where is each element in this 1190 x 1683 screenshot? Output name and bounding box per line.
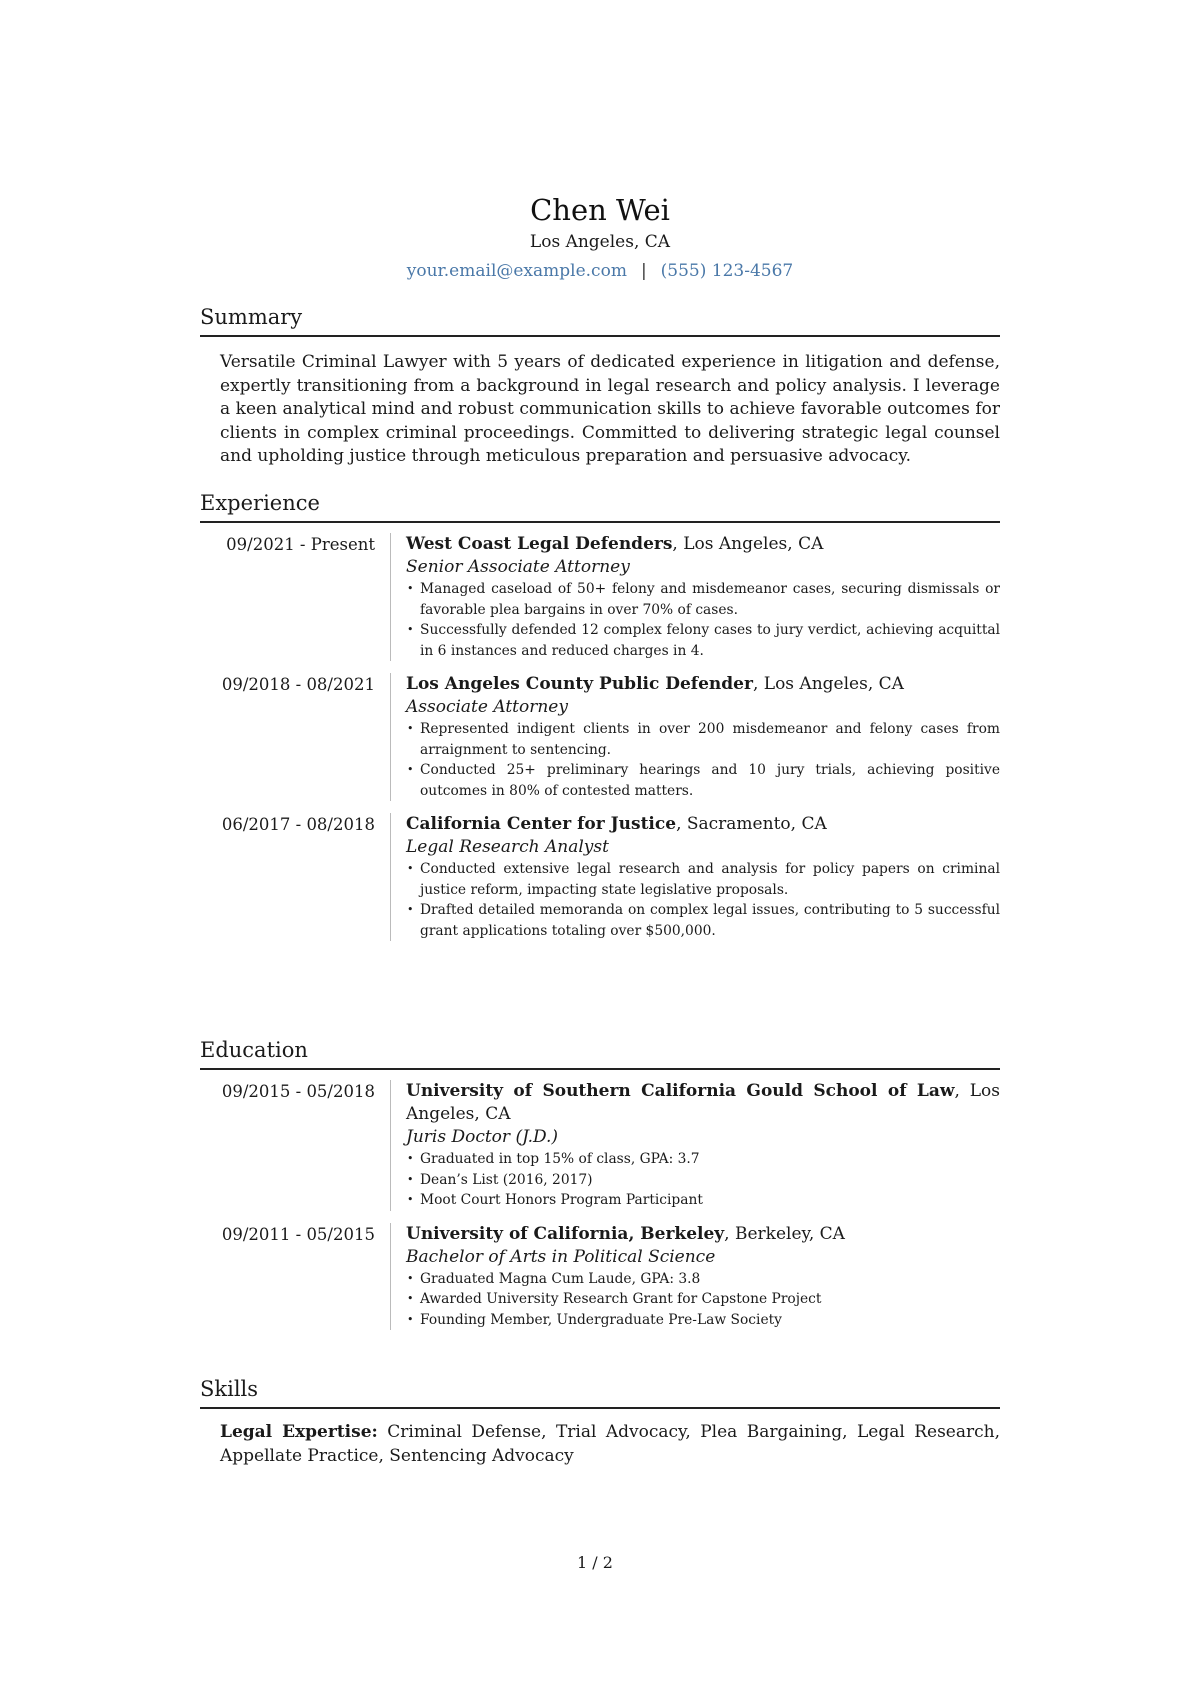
entry-degree: Bachelor of Arts in Political Science	[406, 1246, 716, 1267]
experience-heading: Experience	[200, 489, 1000, 523]
entry-content	[406, 1080, 1000, 1211]
education-entry	[200, 1223, 1000, 1331]
experience-section	[200, 489, 1000, 941]
summary-heading: Summary	[200, 303, 1000, 337]
bullet-item: • Founding Member, Undergraduate Pre-Law Society	[406, 1310, 1000, 1331]
skills-text	[220, 1421, 1000, 1468]
experience-entry	[200, 673, 1000, 801]
entry-divider	[390, 1080, 391, 1211]
entry-organization: West Coast Legal Defenders	[406, 534, 673, 554]
experience-entry	[200, 813, 1000, 941]
experience-entry	[200, 533, 1000, 661]
entry-bullets	[406, 859, 1000, 941]
entry-dates: 06/2017 - 08/2018	[221, 815, 375, 834]
page-number: 1 / 2	[577, 1553, 613, 1572]
entry-dates: 09/2015 - 05/2018	[221, 1082, 375, 1101]
contact-separator: |	[640, 261, 647, 281]
entry-divider	[390, 673, 391, 801]
entry-bullets	[406, 1149, 1000, 1211]
entry-dates: 09/2018 - 08/2021	[221, 675, 375, 694]
entry-role: Legal Research Analyst	[406, 837, 609, 857]
skills-heading: Skills	[200, 1375, 1000, 1409]
bullet-item: • Conducted 25+ preliminary hearings and 10 jury trials, achieving positive outcomes in 80% of contested matters.	[406, 760, 1000, 801]
contact-line	[200, 259, 1000, 283]
entry-bullets	[406, 719, 1000, 801]
bullet-item: • Graduated Magna Cum Laude, GPA: 3.8	[406, 1269, 1000, 1290]
bullet-item: • Awarded University Research Grant for Capstone Project	[406, 1289, 1000, 1310]
skills-list: Criminal Defense, Trial Advocacy, Plea Bargaining, Legal Research, Appellate Practice, Sentencing Advocacy	[220, 1422, 1000, 1466]
email-link[interactable]: your.email@example.com	[406, 261, 627, 281]
entry-location: , Sacramento, CA	[676, 814, 827, 834]
summary-text: Versatile Criminal Lawyer with 5 years of dedicated experience in litigation and defense, expertly transitioning from a background in legal research and policy analysis. I leverage a keen analytical mind and robust communication skills to achieve favorable outcomes for clients in complex criminal proceedings. Committed to delivering strategic legal counsel and upholding justice through meticulous preparation and persuasive advocacy.	[220, 352, 1000, 466]
summary-section	[200, 303, 1000, 469]
entry-organization: University of Southern California Gould School of Law	[406, 1081, 955, 1101]
resume-header	[200, 192, 1000, 283]
entry-organization: University of California, Berkeley	[406, 1223, 725, 1244]
skills-label: Legal Expertise:	[220, 1422, 378, 1442]
education-entry	[200, 1080, 1000, 1211]
entry-role: Associate Attorney	[406, 697, 568, 717]
bullet-item: • Managed caseload of 50+ felony and misdemeanor cases, securing dismissals or favorable plea bargains in over 70% of cases.	[406, 579, 1000, 620]
entry-organization: California Center for Justice	[406, 814, 677, 834]
entry-divider	[390, 813, 391, 941]
entry-content	[406, 673, 1000, 801]
entry-location: , Los Angeles, CA	[752, 674, 904, 694]
bullet-item: • Dean’s List (2016, 2017)	[406, 1170, 1000, 1191]
bullet-item: • Moot Court Honors Program Participant	[406, 1190, 1000, 1211]
entry-bullets	[406, 579, 1000, 661]
entry-location: , Los Angeles, CA	[672, 534, 824, 554]
bullet-item: • Drafted detailed memoranda on complex legal issues, contributing to 5 successful grant applications totaling over $500,000.	[406, 900, 1000, 941]
bullet-item: • Represented indigent clients in over 200 misdemeanor and felony cases from arraignment to sentencing.	[406, 719, 1000, 760]
candidate-name: Chen Wei	[530, 193, 670, 227]
education-section	[200, 1036, 1000, 1330]
entry-location: , Los Angeles, CA	[406, 1081, 1000, 1124]
phone-link[interactable]: (555) 123-4567	[660, 261, 794, 281]
bullet-item: • Graduated in top 15% of class, GPA: 3.7	[406, 1149, 1000, 1170]
entry-dates: 09/2011 - 05/2015	[221, 1224, 375, 1244]
entry-organization: Los Angeles County Public Defender	[406, 674, 753, 694]
education-heading: Education	[200, 1036, 1000, 1070]
entry-dates: 09/2021 - Present	[226, 535, 375, 554]
entry-degree: Juris Doctor (J.D.)	[406, 1127, 559, 1147]
entry-content	[406, 533, 1000, 661]
bullet-item: • Successfully defended 12 complex felony cases to jury verdict, achieving acquittal in 6 instances and reduced charges in 4.	[406, 620, 1000, 661]
entry-content	[406, 1223, 1000, 1331]
entry-divider	[390, 533, 391, 661]
entry-divider	[390, 1223, 391, 1331]
bullet-item: • Conducted extensive legal research and analysis for policy papers on criminal justice reform, impacting state legislative proposals.	[406, 859, 1000, 900]
skills-section	[200, 1375, 1000, 1468]
entry-role: Senior Associate Attorney	[406, 557, 630, 577]
entry-content	[406, 813, 1000, 941]
candidate-location: Los Angeles, CA	[529, 232, 671, 252]
entry-location: , Berkeley, CA	[724, 1223, 845, 1244]
entry-bullets	[406, 1269, 1000, 1331]
